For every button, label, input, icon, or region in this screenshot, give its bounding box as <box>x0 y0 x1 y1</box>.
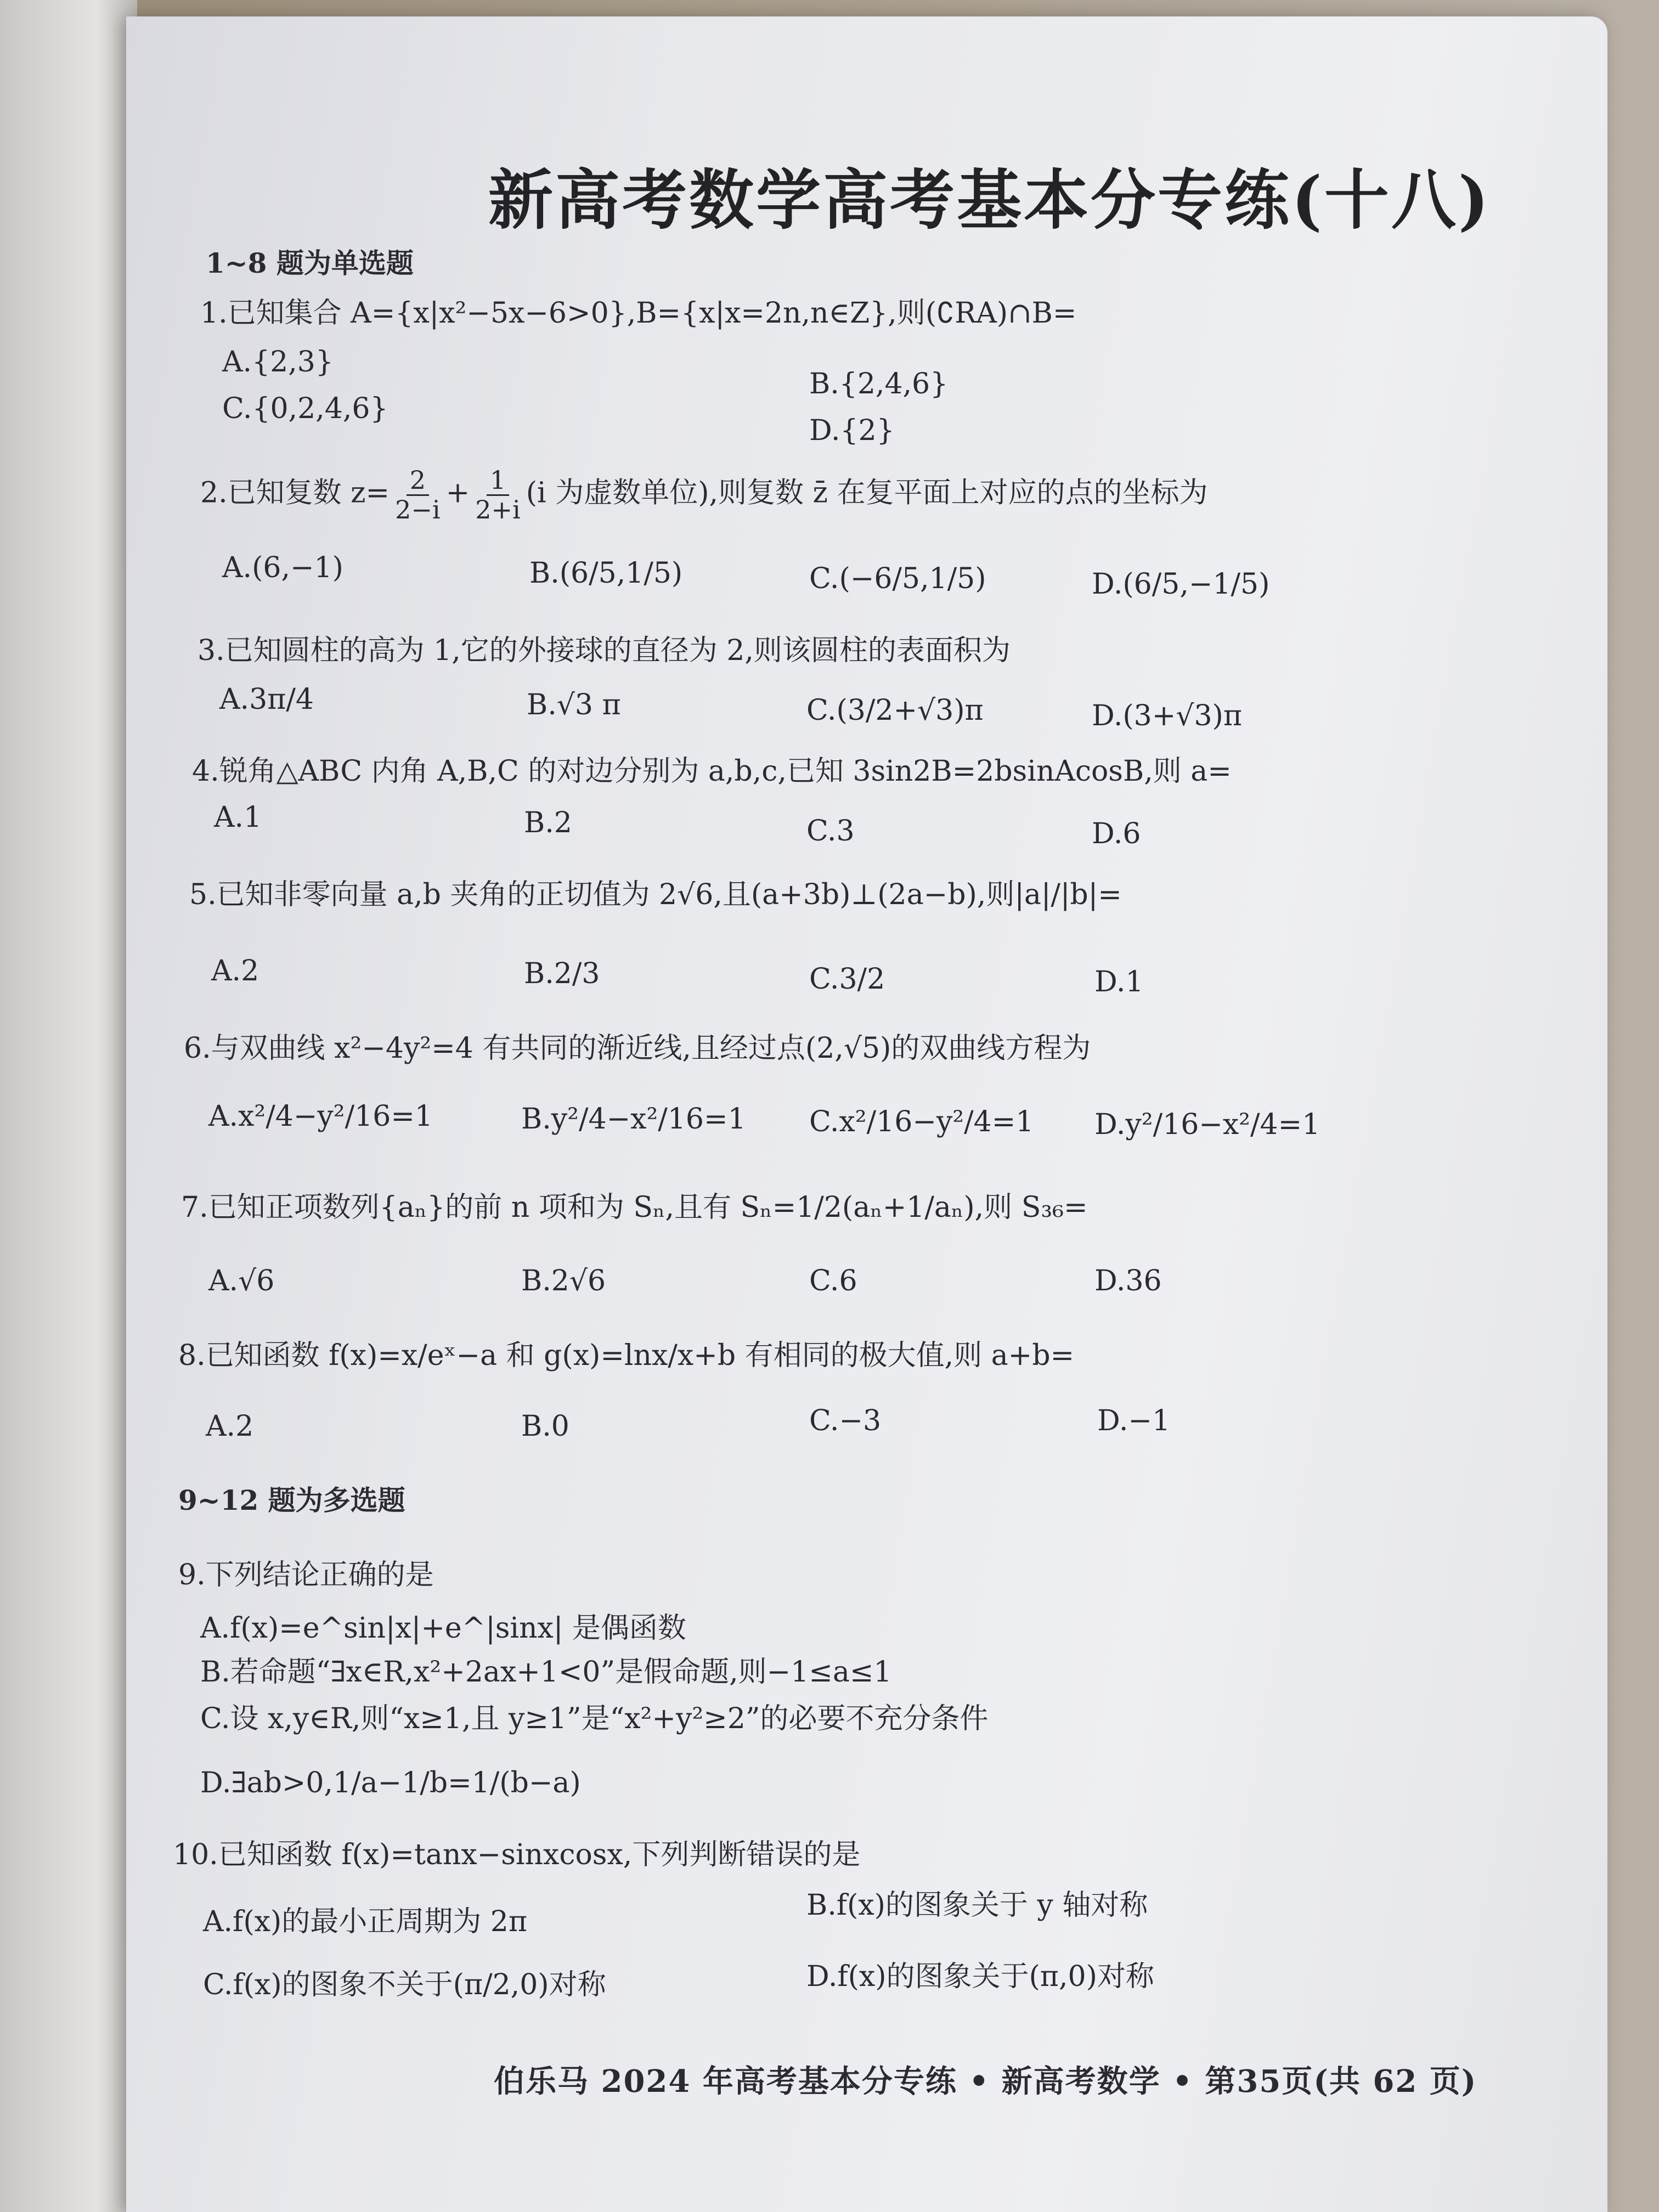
question-2 <box>200 466 1208 523</box>
q1-option-b: B.{2,4,6} <box>809 368 949 400</box>
q4-option-a: A.1 <box>214 801 262 834</box>
q9-option-a: A.f(x)=e^sin|x|+e^|sinx| 是偶函数 <box>200 1612 686 1645</box>
q2-option-d: D.(6/5,−1/5) <box>1092 568 1270 601</box>
q3-option-d: D.(3+√3)π <box>1092 699 1242 732</box>
q10-option-c: C.f(x)的图象不关于(π/2,0)对称 <box>203 1968 606 2001</box>
q8-option-a: A.2 <box>206 1410 254 1443</box>
q5-option-b: B.2/3 <box>524 957 600 990</box>
q5-option-d: D.1 <box>1094 966 1144 998</box>
q3-option-c: C.(3/2+√3)π <box>806 694 984 727</box>
q4-option-b: B.2 <box>524 806 572 839</box>
q1-option-d: D.{2} <box>809 414 895 447</box>
q10-option-b: B.f(x)的图象关于 y 轴对称 <box>806 1889 1148 1922</box>
question-5: 5.已知非零向量 a,b 夹角的正切值为 2√6,且(a+3b)⊥(2a−b),则|a|/|b|= <box>189 878 1122 911</box>
question-6: 6.与双曲线 x²−4y²=4 有共同的渐近线,且经过点(2,√5)的双曲线方程为 <box>184 1032 1091 1065</box>
page-title: 新高考数学高考基本分专练(十八) <box>488 162 1491 238</box>
question-4: 4.锐角△ABC 内角 A,B,C 的对边分别为 a,b,c,已知 3sin2B=2bsinAcosB,则 a= <box>192 755 1232 788</box>
q2-option-a: A.(6,−1) <box>222 551 343 584</box>
question-7: 7.已知正项数列{aₙ}的前 n 项和为 Sₙ,且有 Sₙ=1/2(aₙ+1/aₙ),则 S₃₆= <box>181 1191 1088 1224</box>
question-10: 10.已知函数 f(x)=tanx−sinxcosx,下列判断错误的是 <box>173 1838 861 1871</box>
q2-f2-denominator: 2+i <box>475 494 521 524</box>
q2-option-c: C.(−6/5,1/5) <box>809 562 986 595</box>
section-single-choice: 1~8 题为单选题 <box>206 247 414 279</box>
q7-option-a: A.√6 <box>208 1265 275 1297</box>
q2-stem-start: 2.已知复数 z= <box>200 476 390 510</box>
question-3: 3.已知圆柱的高为 1,它的外接球的直径为 2,则该圆柱的表面积为 <box>198 634 1011 667</box>
q9-option-b: B.若命题“∃x∈R,x²+2ax+1<0”是假命题,则−1≤a≤1 <box>200 1656 892 1689</box>
q2-fraction-1 <box>392 466 444 523</box>
q1-option-a: A.{2,3} <box>222 346 334 379</box>
q2-f1-numerator: 2 <box>407 466 429 496</box>
left-page-edge <box>0 0 137 2212</box>
q9-option-d: D.∃ab>0,1/a−1/b=1/(b−a) <box>200 1767 581 1799</box>
q7-option-b: B.2√6 <box>521 1265 606 1297</box>
q6-option-b: B.y²/4−x²/16=1 <box>521 1103 746 1136</box>
q2-fraction-2 <box>472 466 524 523</box>
q4-option-c: C.3 <box>806 815 855 848</box>
q7-option-d: D.36 <box>1094 1265 1162 1297</box>
q8-option-b: B.0 <box>521 1410 569 1443</box>
q2-stem-end: (i 为虚数单位),则复数 z̄ 在复平面上对应的点的坐标为 <box>526 476 1208 510</box>
q9-option-c: C.设 x,y∈R,则“x≥1,且 y≥1”是“x²+y²≥2”的必要不充分条件 <box>200 1702 989 1735</box>
question-1: 1.已知集合 A={x|x²−5x−6>0},B={x|x=2n,n∈Z},则(∁RA)∩B= <box>200 297 1077 330</box>
q6-option-d: D.y²/16−x²/4=1 <box>1094 1108 1321 1141</box>
q8-option-d: D.−1 <box>1097 1404 1171 1437</box>
q3-option-a: A.3π/4 <box>219 683 314 716</box>
q5-option-a: A.2 <box>211 955 259 988</box>
q3-option-b: B.√3 π <box>527 689 621 721</box>
q10-option-a: A.f(x)的最小正周期为 2π <box>203 1905 528 1938</box>
exam-sheet <box>126 16 1607 2212</box>
question-9: 9.下列结论正确的是 <box>178 1559 434 1592</box>
q5-option-c: C.3/2 <box>809 963 885 996</box>
section-multi-choice: 9~12 题为多选题 <box>178 1484 405 1516</box>
q7-option-c: C.6 <box>809 1265 857 1297</box>
q8-option-c: C.−3 <box>809 1404 882 1437</box>
q4-option-d: D.6 <box>1092 817 1141 850</box>
q6-option-c: C.x²/16−y²/4=1 <box>809 1105 1034 1138</box>
q2-option-b: B.(6/5,1/5) <box>529 557 683 590</box>
page-footer: 伯乐马 2024 年高考基本分专练 • 新高考数学 • 第35页(共 62 页) <box>494 2063 1477 2100</box>
q6-option-a: A.x²/4−y²/16=1 <box>208 1100 433 1133</box>
q2-f2-numerator: 1 <box>487 466 509 496</box>
question-8: 8.已知函数 f(x)=x/eˣ−a 和 g(x)=lnx/x+b 有相同的极大值,则 a+b= <box>178 1339 1075 1372</box>
q2-plus: + <box>445 476 470 510</box>
q10-option-d: D.f(x)的图象关于(π,0)对称 <box>806 1960 1154 1993</box>
q1-option-c: C.{0,2,4,6} <box>222 392 388 425</box>
q2-f1-denominator: 2−i <box>395 494 441 524</box>
